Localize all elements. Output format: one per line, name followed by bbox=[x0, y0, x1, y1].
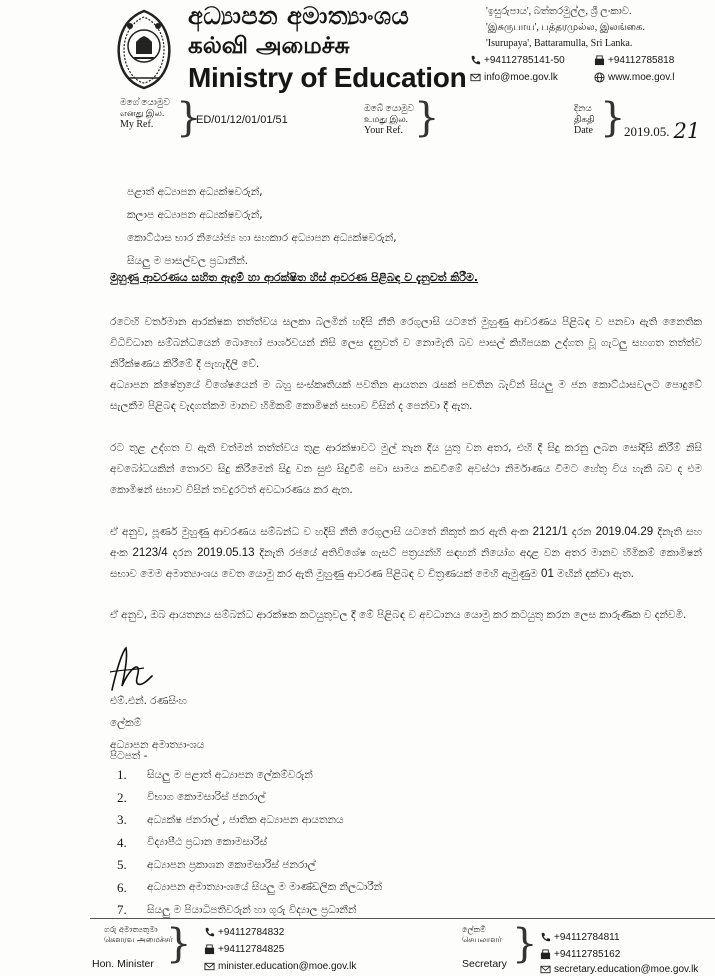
recipient-line: කලාප අධ්‍යාපන අධ්‍යක්ෂවරුන්, bbox=[127, 209, 263, 221]
date-brace: } bbox=[600, 95, 626, 141]
email-icon bbox=[470, 72, 481, 83]
letter-subject: මුහුණු ආවරණය සහිත ඇඳුම් හා ආරක්ෂිත හිස් ආවරණ පිළිබඳ ව දැනුවත් කිරීම. bbox=[110, 271, 479, 284]
globe-icon bbox=[594, 72, 605, 83]
copies-list bbox=[117, 764, 382, 922]
secretary-brace: } bbox=[512, 921, 538, 967]
list-item: 7. සියලු ම පියාධිපතිවරුන් හා ගුරු විද්‍යාල ප්‍රධානීන් bbox=[117, 902, 357, 918]
secretary-email[interactable]: secretary.education@moe.gov.lk bbox=[540, 964, 698, 975]
recipient-line: කොට්ඨාස භාර නියෝජ්‍ය හා සහකාර අධ්‍යාපන අධ්‍යක්ෂවරුන්, bbox=[127, 232, 397, 244]
address-english: 'Isurupaya', Battaramulla, Sri Lanka. bbox=[486, 38, 633, 49]
my-ref-label: මගේ යොමුව எனது இல. My Ref. bbox=[120, 97, 170, 130]
recipient-line: සියලු ම පාසල්වල ප්‍රධානීන්. bbox=[127, 255, 249, 267]
paragraph-3: රට තුළ උද්ගත ව ඇති වත්මන් තත්ත්වය තුළ ආරක්ෂාවට මුල් තැන දිය යුතු වන අතර, එහි දී සිදු කරනු ලබන සෝදිසි කිරීම් නිසි අවබෝධයකින් තොරව සිදු කිරීමෙන් සිදු වන සුළු සිදුවීම් පවා සාමය කඩවීමේ අවස්ථා නිර්මාණය වීමට හේතු විය හැකි බව ද එම කොමිෂන් සභාව විසින් තවදුරටත් අවධාරණය කර ඇත. bbox=[110, 442, 702, 496]
date-day-handwritten: 21 bbox=[673, 119, 701, 143]
email-icon bbox=[540, 964, 551, 975]
recipient-line: පළාත් අධ්‍යාපන අධ්‍යක්ෂවරුන්, bbox=[127, 186, 263, 198]
minister-title: Hon. Minister bbox=[92, 958, 154, 970]
ministry-title-english: Ministry of Education bbox=[188, 62, 467, 93]
address-tamil: 'இசுருபாய', பத்தரமுல்ல, இலங்கை. bbox=[486, 22, 645, 33]
my-ref-value: ED/01/12/01/01/51 bbox=[196, 114, 288, 126]
minister-brace: } bbox=[166, 921, 192, 967]
paragraph-5: ඒ අනුව, ඔබ ආයතනය සම්බන්ධ ආරක්ෂක කටයුතුවල දී මේ පිළිබඳ ව අවධානය යොමු කර කටයුතු කරන ලෙස කාරුණික ව දන්වමි. bbox=[110, 609, 687, 621]
fax-icon bbox=[540, 949, 551, 960]
paragraph-1: රටෙහි වර්තමාන ආරක්ෂක තත්ත්වය සලකා බලමින් හදිසි නීති රෙගුලාසි යටතේ මුහුණු ආවරණය පිළිබඳ ව පනවා ඇති නෛතික විධිවිධාන සම්බන්ධයෙන් බොහෝ පාර්ශවයන් නිසි ලෙස දැනුවත් ව නොමැති බව පාසල් කිහිපයක උද්ගත වූ ගැටලු සහගත තත්ත්ව නිරීක්ෂණය කිරීමේ දී පැහැදිලි වේ. bbox=[110, 316, 702, 370]
ministry-title-tamil: கல்வி அமைச்சு bbox=[188, 33, 350, 59]
your-ref-label: ඔබේ යොමුව உமது இல. Your Ref. bbox=[364, 103, 414, 136]
list-item: 5. අධ්‍යාපන ප්‍රකාශන කොමසාරිස් ජනරාල් bbox=[117, 857, 316, 873]
list-item: 4. විද්‍යාපීඨ ප්‍රධාන කොමසාරිස් bbox=[117, 834, 268, 850]
date-value: 2019.05. 21 bbox=[624, 119, 701, 143]
fax-icon bbox=[594, 55, 605, 66]
secretary-fax: +94112785162 bbox=[540, 949, 620, 960]
list-item: 6. අධ්‍යාපන අමාත්‍යාංශයේ සියලු ම මාණ්ඩලික නිලධාරීන් bbox=[117, 879, 383, 895]
list-item: 1. සියලු ම පළාත් අධ්‍යාපන ලේකම්වරුන් bbox=[117, 767, 313, 783]
header-email[interactable]: info@moe.gov.lk bbox=[470, 72, 558, 83]
email-icon bbox=[204, 961, 215, 972]
signatory-title: ලේකම් bbox=[110, 717, 142, 729]
signatory-name: එම්.එන්. රණසිංහ bbox=[110, 695, 187, 707]
signatory-office: අධ්‍යාපන අමාත්‍යාංශය bbox=[110, 739, 205, 751]
paragraph-2: අධ්‍යාපන ක්ෂේත්‍රයේ විශේෂයෙන් ම බහු සංස්කෘතියක් පවතින ආයතන රැසක් පවතින බැවින් සියලු ම ජන කොට්ඨාසවලට පොදුවේ සැලකීම පිළිබඳ වැදගත්කම මානව හිමිකම් කොමිෂන් සභාව විසින් ද පෙන්වා දී ඇත. bbox=[110, 379, 702, 412]
minister-phone: +94112784832 bbox=[204, 927, 284, 938]
date-label: දිනය திகதி Date bbox=[574, 103, 595, 136]
footer-divider bbox=[90, 918, 715, 919]
minister-email[interactable]: minister.education@moe.gov.lk bbox=[204, 961, 356, 972]
secretary-phone: +94112784811 bbox=[540, 932, 620, 943]
header-phone-1: +94112785141-50 bbox=[470, 55, 565, 66]
minister-label: ගරු අමාත්‍යතුමා கௌரவ அமைச்சர் bbox=[104, 925, 173, 944]
ministry-emblem bbox=[108, 8, 180, 90]
phone-icon bbox=[540, 932, 551, 943]
fax-icon bbox=[204, 944, 215, 955]
list-item: 3. අධ්‍යක්ෂ ජනරාල් , ජාතික අධ්‍යාපන ආයතනය bbox=[117, 812, 344, 828]
recipient-list bbox=[127, 181, 397, 273]
my-ref-brace: } bbox=[176, 95, 202, 141]
minister-fax: +94112784825 bbox=[204, 944, 284, 955]
secretary-title: Secretary bbox=[462, 958, 507, 970]
secretary-label: ලේකම් செயலாளர் bbox=[462, 925, 502, 944]
list-item: 2. විභාග කොමසාරිස් ජනරාල් bbox=[117, 789, 266, 805]
phone-icon bbox=[470, 55, 481, 66]
address-sinhala: 'ඉසුරුපාය', බත්තරමුල්ල, ශ්‍රී ලංකාව. bbox=[486, 6, 632, 17]
ministry-title-sinhala: අධ්‍යාපන අමාත්‍යාංශය bbox=[188, 2, 410, 30]
paragraph-4: ඒ අනුව, පූර්ණ මුහුණු ආවරණය සම්බන්ධ ව හදිසි නීති රෙගුලාසි යටතේ නිකුත් කර ඇති අංක 2121/1 දරන 2019.04.29 දිනැති සහ අංක 2123/4 දරන 2019.05.13 දිනැති රජයේ අතිවිශේෂ ගැසට් පත්‍රයන්හි සඳහන් නියෝග අදාළ වන අතර මානව හිමිකම් කොමිෂන් සභාව මෙම අමාත්‍යාංශය වෙත යොමු කර ඇති මුහුණු ආවරණ පිළිබඳ ව චිත්‍රණයක් මෙහි ඇමුණුම 01 මඟින් දක්වා ඇත. bbox=[110, 526, 702, 580]
header-website[interactable]: www.moe.gov.l bbox=[594, 72, 675, 83]
your-ref-brace: } bbox=[414, 95, 440, 141]
phone-icon bbox=[204, 927, 215, 938]
copies-title: පිටපත් - bbox=[110, 750, 148, 762]
header-phone-2: +94112785818 bbox=[594, 55, 674, 66]
